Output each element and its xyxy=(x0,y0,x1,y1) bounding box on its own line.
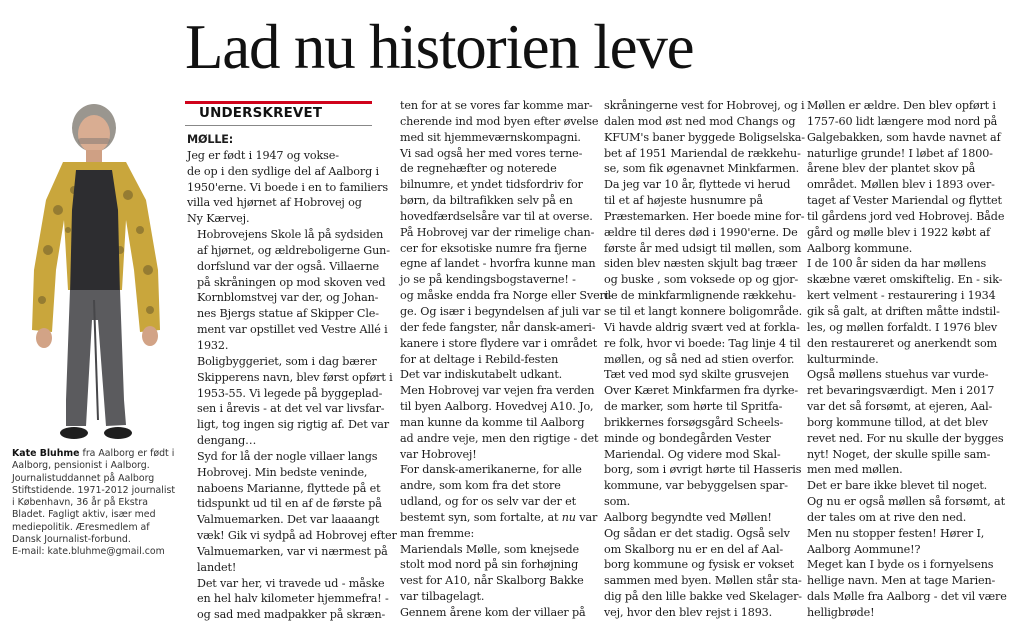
text-line: naturlige grunde! I løbet af 1800- xyxy=(807,146,993,160)
text-line: villa ved hjørnet af Hobrovej og xyxy=(187,196,362,210)
paragraph xyxy=(187,132,388,227)
text-line: Ny Kærvej. xyxy=(187,212,250,226)
text-line: Mariendal. Og videre mod Skal- xyxy=(604,447,781,461)
text-line: var det så forsømt, at ejeren, Aal- xyxy=(807,400,993,414)
text-line: med sit hjemmeværnskompagni. xyxy=(400,130,581,144)
text-line: der fede fangster, når dansk-ameri- xyxy=(400,320,596,334)
paragraph xyxy=(187,576,389,623)
text-line: cer for eksotiske numre fra fjerne xyxy=(400,241,587,255)
text-line: Mariendals Mølle, som knejsede xyxy=(400,542,580,556)
text-line: jo se på kendingsbogstaverne! - xyxy=(400,273,576,287)
paragraph xyxy=(187,449,397,576)
text-line: dalen mod øst ned mod Changs og xyxy=(604,114,796,128)
text-line: gik så galt, at driften måtte indstil- xyxy=(807,304,1000,318)
text-line: se til et langt konnere boligområde. xyxy=(604,304,803,318)
text-line: minde og bondegården Vester xyxy=(604,431,771,445)
text-line: og sad med madpakker på skræn- xyxy=(197,608,386,622)
text-column-2 xyxy=(390,98,612,621)
text-line: vej, hvor den blev rejst i 1893. xyxy=(604,606,773,619)
text-line: første år med udsigt til møllen, som xyxy=(604,241,802,255)
paragraph xyxy=(797,98,1005,256)
text-line: siden blev næsten skjult bag træer xyxy=(604,257,798,271)
text-line: den restaureret og anerkendt som xyxy=(807,336,998,350)
text-line: ældre til deres død i 1990'erne. De xyxy=(604,225,798,239)
text-line: Aalborg kommune. xyxy=(807,241,913,255)
text-line: 1950'erne. Vi boede i en to familiers xyxy=(187,180,388,194)
author-bio: fra Aalborg er født i Aalborg, pensionist i Aalborg. Journalistuddannet på Aalborg Stiftstidende. 1971-2012 journalist i København, 36 år på Ekstra Bladet. Fagligt aktiv, især med mediepolitik. Æresmedlem af Dansk Journalist-forbund. xyxy=(12,448,176,546)
text-line: Gennem årene kom der villaer på xyxy=(400,606,586,619)
text-line: Over Kæret Minkfarmen fra dyrke- xyxy=(604,384,799,398)
text-line: for at deltage i Rebild-festen xyxy=(400,352,559,366)
paragraph xyxy=(594,177,805,367)
text-line: dals Mølle fra Aalborg - det vil være xyxy=(807,590,1007,604)
paragraph xyxy=(797,526,987,558)
text-line: og måske endda fra Norge eller Sveri- xyxy=(400,289,612,303)
text-line: de de minkfarmlignende rækkehu- xyxy=(604,289,796,303)
paragraph xyxy=(390,462,598,541)
text-line: Valmuemarken, var vi nærmest på xyxy=(197,544,388,558)
author-caption xyxy=(12,448,178,559)
text-line: årene blev der plantet skov på xyxy=(807,162,976,176)
text-line: Meget kan I byde os i fornyelsens xyxy=(807,558,994,572)
kicker-rule-top xyxy=(185,101,372,104)
text-line: sen i årevis - at det vel var livsfar- xyxy=(197,402,385,416)
text-line: stolt mod nord på sin forhøjning xyxy=(400,558,579,572)
text-line: ad andre veje, men den rigtige - det xyxy=(400,431,599,445)
text-line: ten for at se vores far komme mar- xyxy=(400,99,593,112)
paragraph xyxy=(797,557,1007,620)
paragraph xyxy=(390,367,599,462)
text-line: området. Møllen blev i 1893 over- xyxy=(807,178,995,192)
text-line: taget af Vester Mariendal og flyttet xyxy=(807,194,1002,208)
text-line: borg kommune tillod, at det blev xyxy=(807,415,988,429)
text-line: landet! xyxy=(197,560,237,574)
text-line: af hjørnet, og ældreboligerne Gun- xyxy=(197,243,390,257)
text-line: kanere i store flydere var i området xyxy=(400,336,598,350)
author-email: E-mail: kate.bluhme@gmail.com xyxy=(12,546,165,558)
text-line: Men nu stopper festen! Hører I, xyxy=(807,526,985,540)
text-line: tidspunkt ud til en af de første på xyxy=(197,497,382,511)
text-column-3 xyxy=(594,98,805,621)
text-line: brikkernes forsøgsgård Scheels- xyxy=(604,415,784,429)
author-photo xyxy=(8,100,178,445)
kicker-rule-bottom xyxy=(185,125,372,126)
text-line: Præstemarken. Her boede mine for- xyxy=(604,209,805,223)
text-line: nes Bjergs statue af Skipper Cle- xyxy=(197,307,379,321)
text-line: kommune, var bebyggelsen spar- xyxy=(604,479,788,493)
text-line: udland, og for os selv var der et xyxy=(400,495,576,509)
dateline: MØLLE: xyxy=(187,133,234,146)
text-line: de marker, som hørte til Spritfa- xyxy=(604,400,783,414)
paragraph xyxy=(187,227,390,354)
text-line: Og sådan er det stadig. Også selv xyxy=(604,526,790,540)
text-line: les, og møllen forfaldt. I 1976 blev xyxy=(807,320,998,334)
text-line: bet af 1951 Mariendal de rækkehu- xyxy=(604,146,801,160)
text-line: Tæt ved mod syd skilte grusvejen xyxy=(604,368,789,382)
text-line: Det var her, vi travede ud - måske xyxy=(197,576,385,590)
text-line: Skipperens navn, blev først opført i xyxy=(197,370,393,384)
text-line: Valmuemarken. Det var laaaangt xyxy=(197,513,380,527)
paragraph xyxy=(390,605,586,621)
text-line: på skråningen op mod skoven ved xyxy=(197,275,386,289)
text-line: Aalborg Aommune!? xyxy=(807,542,921,556)
text-line: egne af landet - hvorfra kunne man xyxy=(400,257,596,271)
text-line: kulturminde. xyxy=(807,352,879,366)
text-line: til byen Aalborg. Hovedvej A10. Jo, xyxy=(400,400,594,414)
headline: Lad nu historien leve xyxy=(185,12,694,82)
text-line: hellige navn. Men at tage Marien- xyxy=(807,574,996,588)
text-line: ge. Og især i begyndelsen af juli var xyxy=(400,304,601,318)
text-line: Og nu er også møllen så forsømt, at xyxy=(807,495,1005,509)
text-line: 1932. xyxy=(197,338,229,352)
text-line: sammen med byen. Møllen står sta- xyxy=(604,574,802,588)
text-line: var tilbagelagt. xyxy=(400,590,485,604)
text-line: kert velment - restaurering i 1934 xyxy=(807,289,996,303)
text-line: Det var indiskutabelt udkant. xyxy=(400,368,563,382)
text-line: der tales om at rive den ned. xyxy=(807,510,967,524)
text-line: var Hobrovej! xyxy=(400,447,477,461)
text-line: skråningerne vest for Hobrovej, og i xyxy=(604,99,805,112)
text-line: andre, som kom fra det store xyxy=(400,479,561,493)
paragraph xyxy=(390,146,612,368)
paragraph xyxy=(594,98,805,177)
text-line: Boligbyggeriet, som i dag bærer xyxy=(197,354,377,368)
text-line: cherende ind mod byen efter øvelse xyxy=(400,114,599,128)
text-line: helligbrøde! xyxy=(807,606,875,619)
text-line: man fremme: xyxy=(400,526,475,540)
text-line: Hobrovejens Skole lå på sydsiden xyxy=(197,228,384,242)
text-line: møllen, og så ned ad stien overfor. xyxy=(604,352,795,366)
text-line: Det er bare ikke blevet til noget. xyxy=(807,479,988,493)
text-line: dorfslund var der også. Villaerne xyxy=(197,259,379,273)
kicker: UNDERSKREVET xyxy=(199,106,323,121)
text-line: dig på den lille bakke ved Skelager- xyxy=(604,590,802,604)
text-line: På Hobrovej var der rimelige chan- xyxy=(400,225,595,239)
text-line: ret bevaringsværdigt. Men i 2017 xyxy=(807,384,995,398)
text-line: væk! Gik vi sydpå ad Hobrovej efter xyxy=(197,529,397,543)
text-line: re folk, hvor vi boede: Tag linje 4 til xyxy=(604,336,801,350)
text-line: de regnehæfter og noterede xyxy=(400,162,557,176)
text-line: Da jeg var 10 år, flyttede vi herud xyxy=(604,178,791,192)
text-line: For dansk-amerikanerne, for alle xyxy=(400,463,582,477)
text-line: borg kommune og fysisk er vokset xyxy=(604,558,795,572)
text-line: Vi sad også her med vores terne- xyxy=(400,146,583,160)
paragraph xyxy=(187,354,393,449)
text-line: hovedfærdselsåre var til at overse. xyxy=(400,209,593,223)
text-line: men med møllen. xyxy=(807,463,903,477)
text-line: se, som fik øgenavnet Minkfarmen. xyxy=(604,162,799,176)
text-line: de op i den sydlige del af Aalborg i xyxy=(187,164,379,178)
paragraph xyxy=(797,256,1003,367)
text-line: som. xyxy=(604,495,631,509)
text-line: Galgebakken, som havde navnet af xyxy=(807,130,1001,144)
text-line: Også møllens stuehus var vurde- xyxy=(807,368,989,382)
text-line: børn, da biltrafikken selv på en xyxy=(400,194,573,208)
text-line: ligt, tog ingen sig rigtig af. Det var xyxy=(197,418,389,432)
text-line: bilnumre, et yndet tidsfordriv for xyxy=(400,178,583,192)
text-column-1 xyxy=(187,132,397,623)
text-line: Jeg er født i 1947 og vokse- xyxy=(187,148,339,162)
text-line: dengang… xyxy=(197,434,257,448)
text-line: KFUM's baner byggede Boligselska- xyxy=(604,130,805,144)
text-line: revet ned. For nu skulle der bygges xyxy=(807,431,1004,445)
text-line: naboens Marianne, flyttede på et xyxy=(197,481,381,495)
text-line: Hobrovej. Min bedste veninde, xyxy=(197,465,368,479)
text-line: I de 100 år siden da har møllens xyxy=(807,257,987,271)
text-line: Møllen er ældre. Den blev opført i xyxy=(807,99,996,112)
text-line: ment var opstillet ved Vestre Allé i xyxy=(197,323,388,337)
paragraph xyxy=(390,542,584,605)
text-line: Aalborg begyndte ved Møllen! xyxy=(604,510,772,524)
text-line: til et af højeste husnumre på xyxy=(604,194,763,208)
paragraph xyxy=(797,478,1005,526)
text-line: man kunne da komme til Aalborg xyxy=(400,415,585,429)
text-line: Syd for lå der nogle villaer langs xyxy=(197,449,378,463)
paragraph xyxy=(594,510,802,621)
text-line: om Skalborg nu er en del af Aal- xyxy=(604,542,784,556)
text-line: nyt! Noget, der skulle spille sam- xyxy=(807,447,991,461)
author-name: Kate Bluhme xyxy=(12,448,80,459)
text-line: gård og mølle blev i 1922 købt af xyxy=(807,225,991,239)
paragraph xyxy=(594,367,802,510)
text-line: Vi havde aldrig svært ved at forkla- xyxy=(604,320,800,334)
text-line: 1953-55. Vi legede på byggeplad- xyxy=(197,386,383,400)
text-line: borg, som i øvrigt hørte til Hasseris xyxy=(604,463,802,477)
text-line: bestemt syn, som fortalte, at nu var xyxy=(400,510,598,524)
text-column-4 xyxy=(797,98,1007,621)
text-line: til gårdens jord ved Hobrovej. Både xyxy=(807,209,1005,223)
text-line: og buske , som voksede op og gjor- xyxy=(604,273,799,287)
text-line: Kornblomstvej var der, og Johan- xyxy=(197,291,379,305)
text-line: skæbne været omskiftelig. En - sik- xyxy=(807,273,1003,287)
text-line: vest for A10, når Skalborg Bakke xyxy=(400,574,584,588)
paragraph xyxy=(390,98,599,146)
paragraph xyxy=(797,367,1004,478)
text-line: en hel halv kilometer hjemmefra! - xyxy=(197,592,389,606)
text-line: 1757-60 lidt længere mod nord på xyxy=(807,114,998,128)
text-line: Men Hobrovej var vejen fra verden xyxy=(400,384,595,398)
